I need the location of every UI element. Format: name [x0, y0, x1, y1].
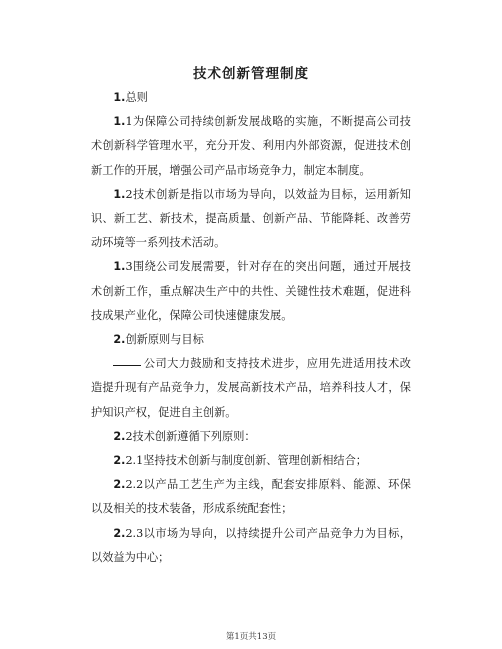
paragraph-2-2-2 [91, 473, 411, 521]
paragraph-text: 2.2以产品工艺生产为主线，配套安排原料、能源、环保以及相关的技术装备，形成系统配套性； [91, 478, 411, 516]
fill-in-blank [113, 364, 141, 366]
section-number: 2. [113, 454, 126, 468]
paragraph-text: 2技术创新是指以市场为导向，以效益为目标，运用新知识、新工艺、新技术，提高质量、创新产品、节能降耗、改善劳动环境等一系列技术活动。 [91, 187, 411, 250]
paragraph-text: 1为保障公司持续创新发展战略的实施，不断提高公司技术创新科学管理水平，充分开发、利用内外部资源，促进技术创新工作的开展，增强公司产品市场竞争力，制定本制度。 [91, 115, 411, 177]
section-number: 1. [113, 187, 126, 201]
paragraph-2-2-1 [91, 449, 411, 473]
section-number: 1. [113, 115, 126, 129]
paragraph-2-2-3 [91, 522, 411, 570]
section-number: 1. [113, 91, 126, 104]
paragraph-1-3 [91, 255, 411, 328]
paragraph-2 [91, 328, 411, 352]
paragraph-1-2 [91, 183, 411, 256]
paragraph-text: 创新原则与目标 [125, 333, 204, 347]
page-number-footer: 第1页共13页 [225, 632, 277, 642]
paragraph-text: 2技术创新遵循下列原则： [125, 429, 256, 443]
paragraph-text: 3围绕公司发展需要，针对存在的突出问题，通过开展技术创新工作，重点解决生产中的共性、关键性技术难题，促进科技成果产业化，保障公司快速健康发展。 [91, 260, 411, 322]
section-number: 2. [113, 333, 126, 347]
paragraph-text: 总则 [125, 91, 148, 104]
paragraph-1 [91, 86, 411, 110]
paragraph-text: 2.1坚持技术创新与制度创新、管理创新相结合； [125, 454, 367, 468]
paragraph-2-2 [91, 425, 411, 449]
paragraph-2-1 [91, 352, 411, 425]
section-number: 2. [113, 526, 126, 540]
section-number: 2. [113, 478, 126, 492]
section-number: 1. [113, 260, 126, 274]
document-body [91, 86, 411, 570]
paragraph-text: 2.3以市场为导向，以持续提升公司产品竞争力为目标，以效益为中心； [91, 526, 411, 564]
document-title: 技术创新管理制度 [193, 66, 309, 82]
paragraph-1-1 [91, 110, 411, 183]
section-number: 2. [113, 429, 126, 443]
paragraph-text: 公司大力鼓励和支持技术进步，应用先进适用技术改造提升现有产品竞争力，发展高新技术产品，培养科技人才，保护知识产权，促进自主创新。 [91, 357, 411, 419]
